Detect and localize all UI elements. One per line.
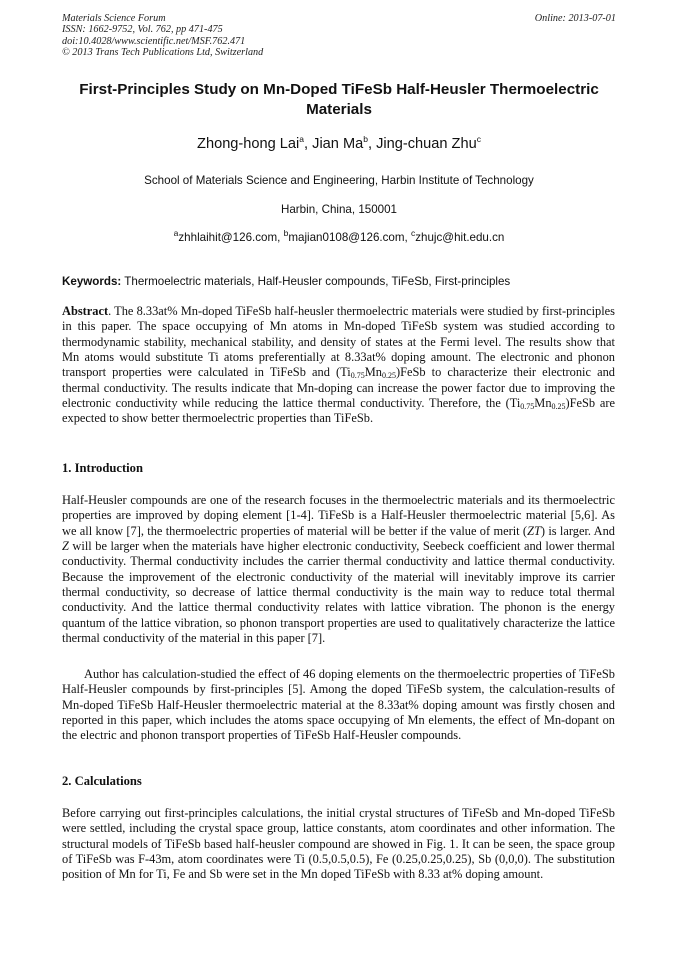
author-name: Zhong-hong Lai [197, 136, 300, 152]
abstract-text: )FeSb are expected to show better thermoelectric properties than TiFeSb. [62, 396, 616, 426]
body-text: will be larger when the materials have higher electronic conductivity, Seebeck coefficient and lower thermal conductivity. Thermal conductivity includes the carrier thermal conductivity and lattice thermal conductivity. Because the improvement of the electronic conductivity of the material will inevitably improve its carrier thermal conductivity, so decrease of lattice thermal conductivity is the main way to reduce total thermal conductivity. And the lattice thermal conductivity relates with lattice vibration. The phonon is the energy quantum of the lattice vibration, so phonon transport properties are used to qualitatively characterize the lattice thermal conductivity of the material in this paper [7]. [62, 539, 615, 646]
keywords-label: Keywords: [62, 275, 122, 288]
email-mark: b [283, 228, 289, 239]
journal-name: Materials Science Forum [62, 13, 166, 24]
email-address: zhujc@hit.edu.cn [415, 231, 505, 244]
email-mark: c [410, 228, 416, 239]
section-heading-calculations: 2. Calculations [62, 774, 142, 788]
keywords-text: Thermoelectric materials, Half-Heusler compounds, TiFeSb, First-principles [121, 275, 511, 288]
email-mark: a [173, 228, 179, 239]
issn-line: ISSN: 1662-9752, Vol. 762, pp 471-475 [62, 24, 223, 36]
author-name: Jing-chuan Zhu [376, 136, 477, 152]
email-address: majian0108@126.com [288, 231, 405, 244]
body-text: Half-Heusler compounds are one of the research focuses in the thermoelectric materials and its thermoelectric properties are improved by doping element [1-4]. TiFeSb is a Half-Heusler thermoelectric material [5,6]. As we all know [7], the thermoelectric properties of material will be better if the value of merit ( [62, 493, 615, 538]
calculations-paragraph-1: Before carrying out first-principles calculations, the initial crystal structures of TiFeSb and Mn-doped TiFeSb were settled, including the crystal space group, lattice constants, atom coordinates and other information. The structural models of TiFeSb based half-heusler compound are showed in Fig. 1. It can be seen, the space group of TiFeSb was F-43m, atom coordinates were Ti (0.5,0.5,0.5), Fe (0.25,0.25,0.25), Sb (0,0,0). The substitution position of Mn for Ti, Fe and Sb were set in the Mn doped TiFeSb with 8.33 at% doping amount. [62, 806, 615, 882]
symbol-zt: ZT [527, 523, 541, 538]
subscript: 0.75 [350, 371, 365, 381]
subscript: 0.25 [381, 371, 396, 381]
introduction-paragraph-2: Author has calculation-studied the effect of 46 doping elements on the thermoelectric properties of TiFeSb Half-Heusler compounds by first-principles [5]. Among the doped TiFeSb system, the calculation-results of Mn-doped TiFeSb Half-Heusler thermoelectric material at the 8.33at% doping amount was firstly chosen and reported in this paper, which includes the atoms space occupying of Mn elements, the effect of Mn-dopant on the electric and phonon transport properties of TiFeSb Half-Heusler compounds. [62, 667, 615, 743]
abstract-text: . The 8.33at% Mn-doped TiFeSb half-heusler thermoelectric materials were studied by first-principles in this paper. The space occupying of Mn atoms in Mn-doped TiFeSb system was studied according to thermodynamic stability, mechanical stability, and density of states at the Fermi level. The results show that Mn atoms would substitute Ti atoms preferentially at 8.33at% doping amount. The electronic and phonon transport properties were calculated in TiFeSb and (Ti [62, 304, 615, 380]
online-date: Online: 2013-07-01 [534, 13, 616, 24]
paper-title: First-Principles Study on Mn-Doped TiFeSb Half-Heusler Thermoelectric Materials [79, 81, 599, 118]
abstract-text: Mn [364, 365, 382, 380]
abstract [62, 304, 615, 427]
author-affil-mark: a [299, 134, 305, 145]
author-affil-mark: b [363, 134, 368, 145]
subscript: 0.75 [520, 402, 535, 412]
email-list: $^a$zhhlaihit@126.com, $^b$majian0108@126.com, $^c$zhujc@hit.edu.cn [173, 228, 505, 244]
author-name: Jian Ma [312, 136, 364, 152]
journal-header [62, 13, 616, 59]
email-address: zhhlaihit@126.com [178, 231, 278, 244]
abstract-text: Mn [534, 396, 552, 411]
copyright-line: © 2013 Trans Tech Publications Ltd, Switzerland [62, 47, 264, 59]
author-list: Zhong-hong Lai$^a$, Jian Ma$^b$, Jing-chuan Zhu$^c$ [197, 134, 481, 152]
affiliation-line: School of Materials Science and Engineering, Harbin Institute of Technology [144, 174, 534, 187]
body-text: ) is larger. And [540, 523, 615, 538]
introduction-paragraph-1 [62, 493, 615, 646]
doi-line: doi:10.4028/www.scientific.net/MSF.762.471 [62, 35, 246, 47]
abstract-label: Abstract [62, 304, 109, 318]
subscript: 0.25 [551, 402, 566, 412]
abstract-text: )FeSb to characterize their electronic and thermal conductivity. The results indicate that Mn-doping can increase the power factor due to improving the electronic conductivity while reducing the lattice thermal conductivity. Therefore, the (Ti [62, 365, 616, 411]
symbol-z: Z [62, 539, 69, 554]
section-heading-introduction: 1. Introduction [62, 461, 143, 475]
keywords [62, 275, 616, 289]
author-affil-mark: c [476, 134, 481, 145]
affiliation-city: Harbin, China, 150001 [280, 203, 398, 216]
